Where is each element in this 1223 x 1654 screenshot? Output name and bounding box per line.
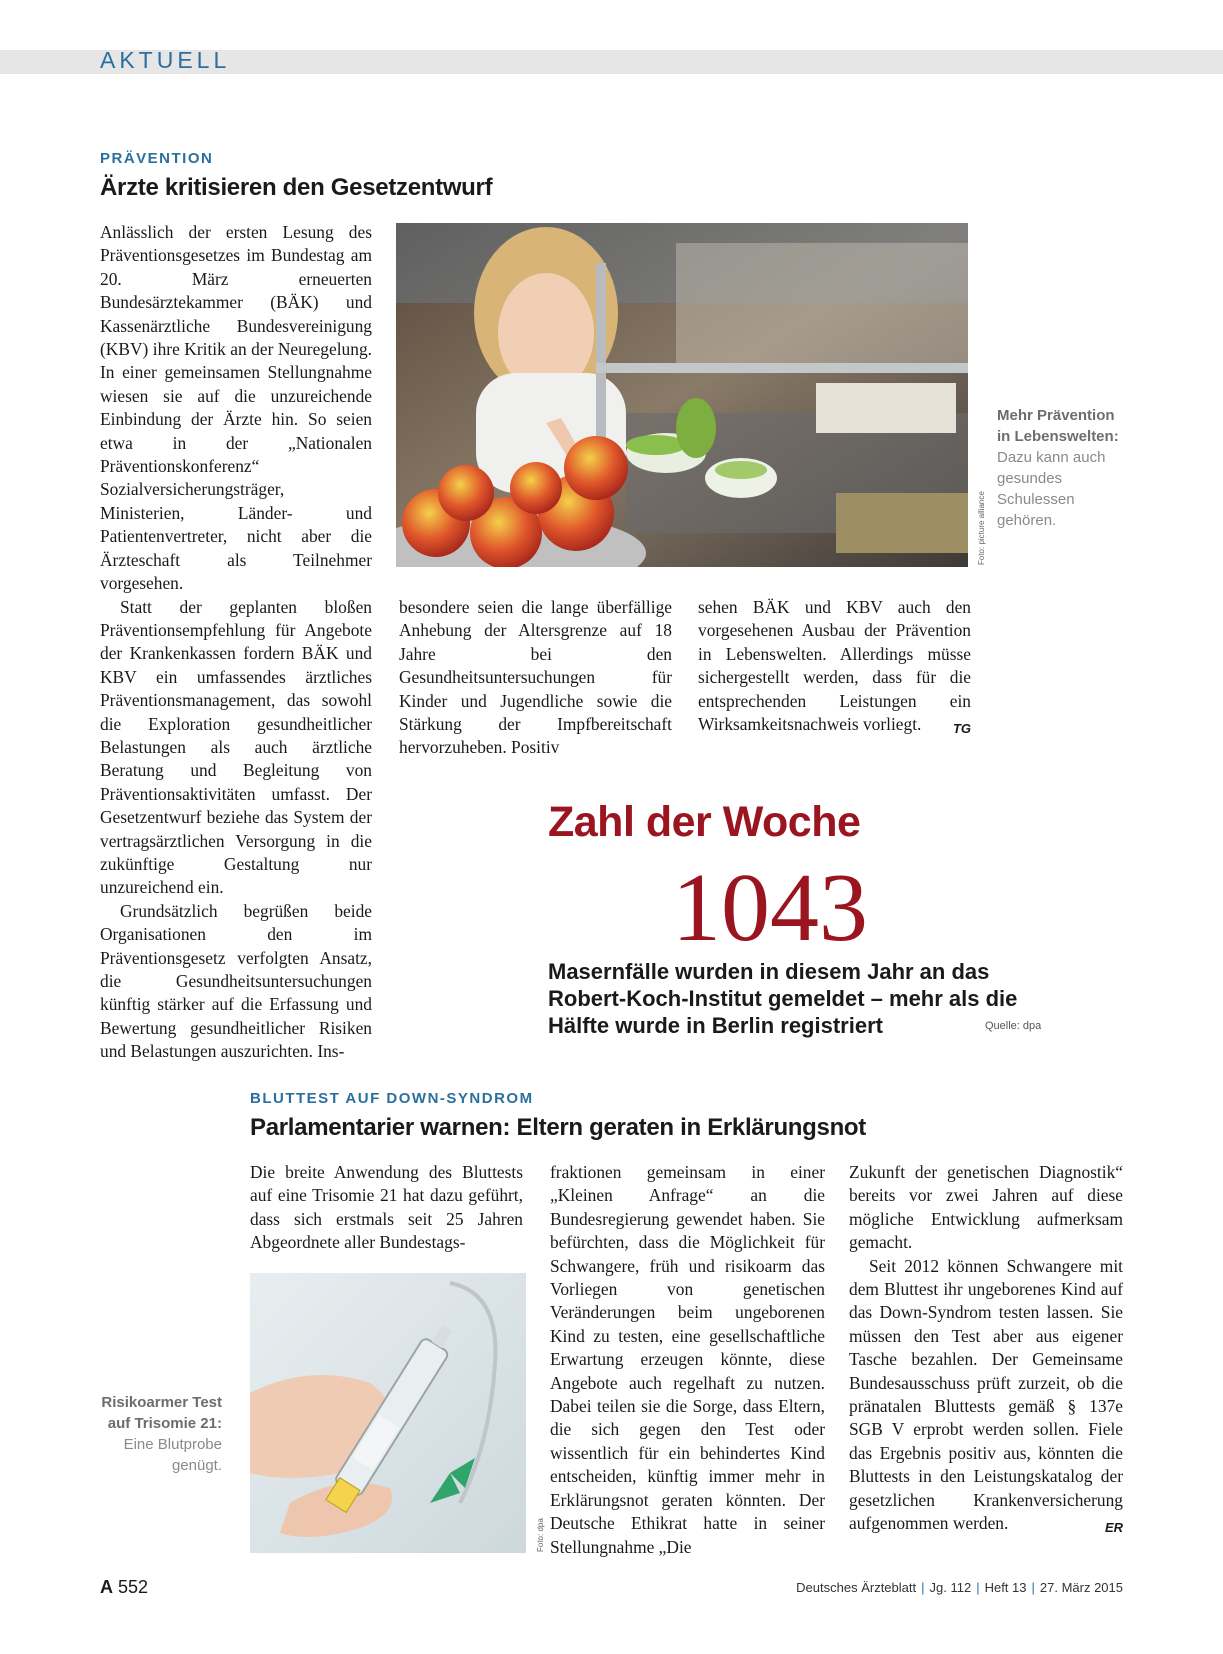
number-of-week-description: Masernfälle wurden in diesem Jahr an das Robert-Koch-Institut gemeldet – mehr als die Hälfte wurde in Berlin registriert [548, 959, 1018, 1038]
blood-test-photo [250, 1273, 526, 1553]
article2-paragraph-text: Seit 2012 können Schwangere mit dem Bluttest ihr ungeborenes Kind auf das Down-Syndrom testen lassen. Sie müssen den Test aber aus eigener Tasche bezahlen. Der Gemeinsame Bundesausschuss prüft zurzeit, ob die pränatalen Bluttests gemäß § 137e SGB V erprobt werden sollen. Fiele das Ergebnis positiv aus, könnten die Bluttests in den Leistungskatalog der gesetzlichen Krankenversicherung aufgenommen werden. [849, 1255, 1123, 1534]
article2-column-1 [250, 1161, 523, 1255]
photo-credit: Foto: dpa [536, 1518, 545, 1552]
journal-name: Deutsches Ärzteblatt [796, 1580, 917, 1595]
number-of-week-title: Zahl der Woche [548, 798, 861, 846]
caption-title: Risikoarmer Test auf Trisomie 21: [101, 1394, 222, 1432]
journal-date: 27. März 2015 [1039, 1580, 1123, 1595]
article1-column-1 [100, 221, 372, 1064]
school-lunch-photo [396, 223, 968, 567]
journal-volume: Jg. 112 [929, 1580, 972, 1595]
article1-kicker: PRÄVENTION [100, 150, 214, 167]
article2-kicker: BLUTTEST AUF DOWN-SYNDROM [250, 1090, 534, 1107]
number-of-week-value: 1043 [672, 854, 868, 962]
section-label: AKTUELL [100, 47, 231, 73]
photo-caption [90, 1392, 222, 1476]
article1-headline: Ärzte kritisieren den Gesetzentwurf [100, 174, 493, 201]
author-signature: ER [1104, 1520, 1123, 1536]
article1-paragraph: Statt der geplanten bloßen Präventionsempfehlung für Angebote der Krankenkassen fordern BÄK und KBV ein umfassendes ärztliches Präventionsmanagement, das sowohl die Exploration gesundheitlicher Belastungen als auch ärztliche Beratung und Begleitung von Präventionsaktivitäten umfasst. Der Gesetzentwurf beziehe das System der vertragsärztlichen Versorgung in die zukünftige Gestaltung nur unzureichend ein. [100, 596, 372, 898]
article2-paragraph: Zukunft der genetischen Diagnostik“ bereits vor zwei Jahren auf diese mögliche Entwicklung aufmerksam gemacht. [849, 1162, 1123, 1253]
journal-meta: Deutsches Ärzteblatt | Jg. 112 | Heft 13 | 27. März 2015 [796, 1580, 1123, 1595]
article2-paragraph: Die breite Anwendung des Bluttests auf eine Trisomie 21 hat dazu geführt, dass sich erstmals seit 25 Jahren Abgeordnete aller Bundestags- [250, 1162, 523, 1253]
journal-issue: Heft 13 [984, 1580, 1027, 1595]
page-prefix: A [100, 1577, 113, 1597]
caption-text: Dazu kann auch gesundes Schulessen gehören. [997, 449, 1106, 529]
article2-column-2 [550, 1161, 825, 1559]
article1-column-2 [399, 596, 672, 760]
article2-column-3 [849, 1161, 1123, 1540]
article2-headline: Parlamentarier warnen: Eltern geraten in Erklärungsnot [250, 1114, 866, 1141]
article2-paragraph: fraktionen gemeinsam in einer „Kleinen Anfrage“ an die Bundesregierung gewendet haben. Sie befürchten, dass die Möglichkeit für Schwangere, früh und risikoarm das Vorliegen von genetischen Veränderungen beim ungeborenen Kind zu testen, eine gesellschaftliche Erwartung erzeugen könnte, diese Angebote auch regelhaft zu nutzen. Dabei teilen sie die Sorge, dass Eltern, die sich gegen den Test oder wissentlich für ein behindertes Kind entscheiden, künftig immer mehr in Erklärungsnot geraten könnten. Der Deutsche Ethikrat hatte in seiner Stellungnahme „Die [550, 1162, 825, 1557]
author-signature: TG [952, 721, 971, 737]
photo-caption [997, 405, 1127, 531]
blood-test-illustration [250, 1273, 526, 1553]
number-of-week-source: Quelle: dpa [985, 1020, 1042, 1032]
caption-text: Eine Blutprobe genügt. [123, 1436, 222, 1474]
page-number [100, 1577, 148, 1598]
page-number-value: 552 [118, 1577, 149, 1597]
photo-credit: Foto: picture alliance [977, 491, 986, 565]
article1-paragraph [698, 596, 971, 736]
article1-paragraph-text: sehen BÄK und KBV auch den vorgesehenen Ausbau der Prävention in Lebenswelten. Allerdings müsse sichergestellt werden, dass für die entsprechenden Leistungen ein Wirksamkeitsnachweis vorliegt. [698, 597, 971, 735]
article1-column-3 [698, 596, 971, 740]
article1-paragraph: Anlässlich der ersten Lesung des Präventionsgesetzes im Bundestag am 20. März erneuerten Bundesärztekammer (BÄK) und Kassenärztliche Bundesvereinigung (KBV) ihre Kritik an der Neuregelung. In einer gemeinsamen Stellungnahme wiesen sie auf die unzureichende Einbindung der Ärzte hin. So seien etwa in der „Nationalen Präventionskonferenz“ Sozialversicherungsträger, Ministerien, Länder- und Patientenvertreter, nicht aber die Ärzteschaft als Teilnehmer vorgesehen. [100, 222, 372, 594]
caption-title: Mehr Prävention in Lebenswelten: [997, 407, 1119, 445]
article1-paragraph: besondere seien die lange überfällige Anhebung der Altersgrenze auf 18 Jahre bei den Gesundheitsuntersuchungen für Kinder und Jugendliche sowie die Stärkung der Impfbereitschaft hervorzuheben. Positiv [399, 597, 672, 758]
school-lunch-illustration [396, 223, 968, 567]
article1-paragraph: Grundsätzlich begrüßen beide Organisationen den im Präventionsgesetz verfolgten Ansatz, die Gesundheitsuntersuchungen künftig stärker auf die Erfassung und Bewertung gesundheitlicher Risiken und Belastungen auszurichten. Ins- [100, 900, 372, 1062]
article2-paragraph [849, 1255, 1123, 1536]
